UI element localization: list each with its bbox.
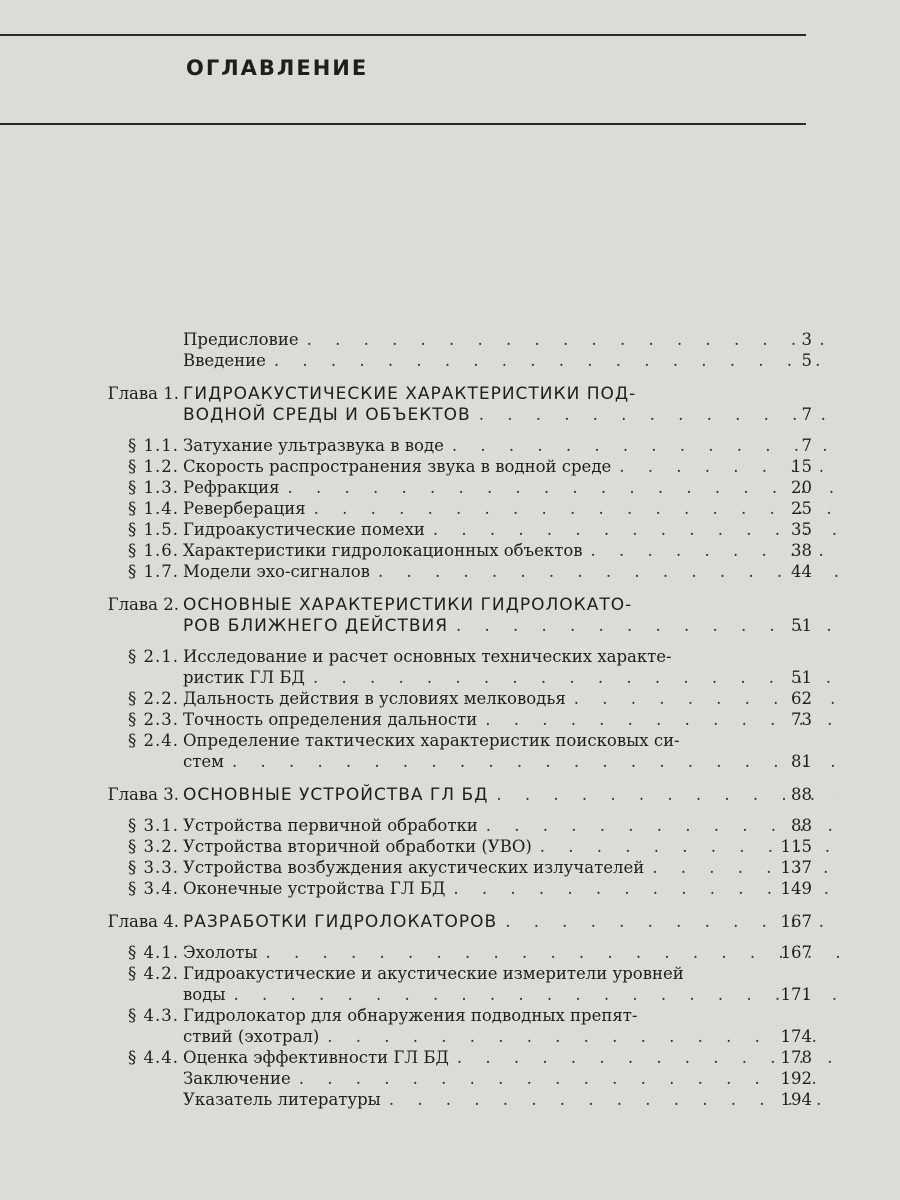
page-number: 88 bbox=[791, 785, 812, 804]
top-rule bbox=[0, 34, 806, 36]
section-number: § 1.2. bbox=[128, 457, 179, 476]
entry-title-line bbox=[183, 616, 840, 637]
entry-text: Оконечные устройства ГЛ БД bbox=[183, 879, 446, 898]
page-number: 15 bbox=[791, 457, 812, 476]
section-number: § 3.3. bbox=[128, 858, 179, 877]
page-number: 7 bbox=[801, 405, 812, 424]
section-number: § 1.7. bbox=[128, 562, 179, 581]
page-number: 51 bbox=[791, 668, 812, 687]
dot-leader bbox=[479, 405, 840, 425]
entry-title bbox=[183, 436, 840, 457]
dot-leader bbox=[234, 985, 840, 1005]
entry-title bbox=[183, 689, 840, 710]
page-number: 3 bbox=[801, 330, 812, 349]
entry-title bbox=[183, 1006, 840, 1048]
entry-title bbox=[183, 964, 840, 1006]
page-number: 38 bbox=[791, 541, 812, 560]
chapter-number: Глава 2. bbox=[107, 595, 179, 614]
chapter-number: Глава 4. bbox=[107, 912, 179, 931]
entry-text: ристик ГЛ БД bbox=[183, 668, 305, 687]
entry-title-line bbox=[183, 562, 840, 583]
entry-text: Скорость распространения звука в водной среде bbox=[183, 457, 612, 476]
entry-title-line bbox=[183, 647, 840, 668]
entry-title bbox=[183, 879, 840, 900]
entry-text: ОСНОВНЫЕ УСТРОЙСТВА ГЛ БД bbox=[183, 785, 489, 805]
dot-leader bbox=[496, 785, 840, 805]
entry-title-line bbox=[183, 541, 840, 562]
section-number: § 4.1. bbox=[128, 943, 179, 962]
section-number: § 1.3. bbox=[128, 478, 179, 497]
entry-text: Оценка эффективности ГЛ БД bbox=[183, 1048, 449, 1067]
entry-title-line bbox=[183, 457, 840, 478]
dot-leader bbox=[288, 478, 840, 498]
entry-title-line bbox=[183, 478, 840, 499]
entry-text: Рефракция bbox=[183, 478, 280, 497]
entry-title bbox=[183, 1090, 840, 1111]
page-number: 174 bbox=[780, 1027, 812, 1046]
dot-leader bbox=[314, 499, 840, 519]
entry-text: Реверберация bbox=[183, 499, 306, 518]
entry-title-line bbox=[183, 1048, 840, 1069]
dot-leader bbox=[299, 1069, 840, 1089]
section-number: § 2.3. bbox=[128, 710, 179, 729]
entry-title-line bbox=[183, 436, 840, 457]
page-number: 25 bbox=[791, 499, 812, 518]
entry-text: ВОДНОЙ СРЕДЫ И ОБЪЕКТОВ bbox=[183, 405, 471, 425]
entry-text: Предисловие bbox=[183, 330, 299, 349]
entry-text: стем bbox=[183, 752, 224, 771]
chapter-number: Глава 1. bbox=[107, 384, 179, 403]
chapter-number: Глава 3. bbox=[107, 785, 179, 804]
entry-title-line bbox=[183, 837, 840, 858]
entry-title bbox=[183, 837, 840, 858]
page-number: 81 bbox=[791, 752, 812, 771]
page-number: 192 bbox=[780, 1069, 812, 1088]
entry-title-line bbox=[183, 1006, 840, 1027]
section-number: § 3.1. bbox=[128, 816, 179, 835]
page-number: 88 bbox=[791, 816, 812, 835]
entry-text: ОСНОВНЫЕ ХАРАКТЕРИСТИКИ ГИДРОЛОКАТО- bbox=[183, 595, 633, 615]
entry-text: Устройства возбуждения акустических излучателей bbox=[183, 858, 645, 877]
entry-title-line bbox=[183, 912, 840, 933]
entry-text: Точность определения дальности bbox=[183, 710, 478, 729]
dot-leader bbox=[232, 752, 840, 772]
entry-title-line bbox=[183, 330, 840, 351]
dot-leader bbox=[433, 520, 840, 540]
entry-title bbox=[183, 731, 840, 773]
section-number: § 2.4. bbox=[128, 731, 179, 750]
entry-title bbox=[183, 457, 840, 478]
page-number: 149 bbox=[780, 879, 812, 898]
page-number: 44 bbox=[791, 562, 812, 581]
entry-title-line bbox=[183, 752, 840, 773]
page-number: 35 bbox=[791, 520, 812, 539]
entry-title bbox=[183, 858, 840, 879]
entry-text: ГИДРОАКУСТИЧЕСКИЕ ХАРАКТЕРИСТИКИ ПОД- bbox=[183, 384, 637, 404]
entry-title-line bbox=[183, 858, 840, 879]
entry-title-line bbox=[183, 405, 840, 426]
entry-title-line bbox=[183, 595, 840, 616]
section-number: § 4.2. bbox=[128, 964, 179, 983]
dot-leader bbox=[389, 1090, 840, 1110]
entry-title-line bbox=[183, 964, 840, 985]
entry-text: воды bbox=[183, 985, 226, 1004]
entry-title-line bbox=[183, 785, 840, 806]
dot-leader bbox=[456, 616, 840, 636]
title-rule bbox=[0, 123, 806, 125]
entry-title bbox=[183, 520, 840, 541]
entry-title bbox=[183, 541, 840, 562]
entry-title-line bbox=[183, 731, 840, 752]
entry-title bbox=[183, 647, 840, 689]
dot-leader bbox=[485, 710, 840, 730]
entry-title-line bbox=[183, 520, 840, 541]
entry-text: ствий (эхотрал) bbox=[183, 1027, 320, 1046]
section-number: § 1.1. bbox=[128, 436, 179, 455]
section-number: § 2.1. bbox=[128, 647, 179, 666]
entry-title bbox=[183, 943, 840, 964]
dot-leader bbox=[307, 330, 840, 350]
section-number: § 4.3. bbox=[128, 1006, 179, 1025]
page-number: 178 bbox=[780, 1048, 812, 1067]
page-number: 7 bbox=[801, 436, 812, 455]
entry-title-line bbox=[183, 943, 840, 964]
entry-title bbox=[183, 499, 840, 520]
entry-text: Эхолоты bbox=[183, 943, 258, 962]
entry-title-line bbox=[183, 1069, 840, 1090]
entry-title bbox=[183, 1048, 840, 1069]
entry-title bbox=[183, 595, 840, 637]
entry-title bbox=[183, 330, 840, 351]
page-number: 73 bbox=[791, 710, 812, 729]
entry-text: Гидроакустические помехи bbox=[183, 520, 425, 539]
page-title: ОГЛАВЛЕНИЕ bbox=[186, 56, 369, 80]
section-number: § 4.4. bbox=[128, 1048, 179, 1067]
entry-title-line bbox=[183, 816, 840, 837]
entry-text: Определение тактических характеристик поисковых си- bbox=[183, 731, 680, 750]
entry-title-line bbox=[183, 1090, 840, 1111]
page-number: 137 bbox=[780, 858, 812, 877]
page-number: 5 bbox=[801, 351, 812, 370]
entry-title bbox=[183, 384, 840, 426]
dot-leader bbox=[486, 816, 840, 836]
page-number: 167 bbox=[780, 943, 812, 962]
entry-title-line bbox=[183, 351, 840, 372]
section-number: § 2.2. bbox=[128, 689, 179, 708]
entry-title-line bbox=[183, 1027, 840, 1048]
entry-title-line bbox=[183, 985, 840, 1006]
entry-text: Введение bbox=[183, 351, 266, 370]
entry-title bbox=[183, 816, 840, 837]
entry-title bbox=[183, 351, 840, 372]
entry-title bbox=[183, 1069, 840, 1090]
page-number: 167 bbox=[780, 912, 812, 931]
section-number: § 3.2. bbox=[128, 837, 179, 856]
dot-leader bbox=[378, 562, 840, 582]
entry-title-line bbox=[183, 384, 840, 405]
section-number: § 1.6. bbox=[128, 541, 179, 560]
entry-text: Гидроакустические и акустические измерители уровней bbox=[183, 964, 684, 983]
entry-text: РОВ БЛИЖНЕГО ДЕЙСТВИЯ bbox=[183, 616, 449, 636]
page-number: 51 bbox=[791, 616, 812, 635]
page-number: 62 bbox=[791, 689, 812, 708]
page-number: 20 bbox=[791, 478, 812, 497]
section-number: § 1.4. bbox=[128, 499, 179, 518]
entry-title-line bbox=[183, 499, 840, 520]
dot-leader bbox=[274, 351, 840, 371]
entry-title-line bbox=[183, 689, 840, 710]
entry-text: Устройства первичной обработки bbox=[183, 816, 478, 835]
entry-title-line bbox=[183, 710, 840, 731]
entry-text: Устройства вторичной обработки (УВО) bbox=[183, 837, 532, 856]
entry-text: Модели эхо-сигналов bbox=[183, 562, 370, 581]
section-number: § 3.4. bbox=[128, 879, 179, 898]
entry-title bbox=[183, 562, 840, 583]
entry-title bbox=[183, 912, 840, 933]
dot-leader bbox=[266, 943, 840, 963]
entry-text: Заключение bbox=[183, 1069, 291, 1088]
entry-title-line bbox=[183, 879, 840, 900]
page-number: 194 bbox=[780, 1090, 812, 1109]
entry-text: РАЗРАБОТКИ ГИДРОЛОКАТОРОВ bbox=[183, 912, 498, 932]
entry-text: Характеристики гидролокационных объектов bbox=[183, 541, 583, 560]
entry-text: Дальность действия в условиях мелководья bbox=[183, 689, 566, 708]
dot-leader bbox=[313, 668, 840, 688]
entry-title-line bbox=[183, 668, 840, 689]
page-number: 115 bbox=[780, 837, 812, 856]
dot-leader bbox=[452, 436, 840, 456]
entry-text: Указатель литературы bbox=[183, 1090, 381, 1109]
entry-text: Исследование и расчет основных технических характе- bbox=[183, 647, 672, 666]
entry-title bbox=[183, 785, 840, 806]
entry-title bbox=[183, 478, 840, 499]
entry-text: Гидролокатор для обнаружения подводных препят- bbox=[183, 1006, 638, 1025]
section-number: § 1.5. bbox=[128, 520, 179, 539]
entry-text: Затухание ультразвука в воде bbox=[183, 436, 444, 455]
dot-leader bbox=[327, 1027, 840, 1047]
entry-title bbox=[183, 710, 840, 731]
page-number: 171 bbox=[780, 985, 812, 1004]
